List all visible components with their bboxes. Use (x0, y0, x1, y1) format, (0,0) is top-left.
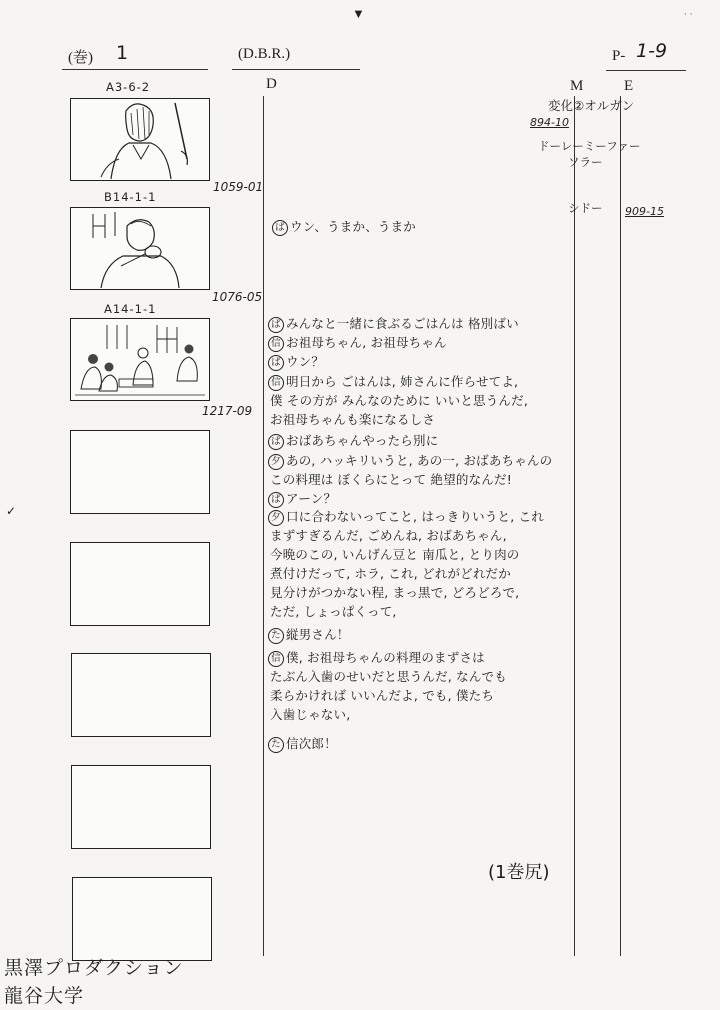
column-divider-m (574, 96, 575, 956)
speaker-mark: ば (268, 355, 284, 371)
dialogue-line (268, 451, 552, 489)
storyboard-frame-1 (70, 98, 210, 181)
shot-label-3: A14-1-1 (104, 302, 157, 316)
dialogue-text: ウン？ (286, 354, 325, 369)
dialogue-line (272, 217, 416, 236)
storyboard-frame-empty-7 (71, 765, 211, 849)
corner-dots: · · (684, 10, 693, 20)
dialogue-text: 縦男さん！ (286, 627, 350, 642)
storyboard-frame-empty-4 (70, 430, 210, 514)
music-note-2: ソラー (568, 155, 603, 169)
sketch-family-meal (71, 319, 208, 399)
dialogue-text: 信次郎！ (286, 736, 337, 751)
speaker-mark: 信 (268, 651, 284, 667)
dialogue-line (268, 625, 350, 644)
storyboard-frame-empty-5 (70, 542, 210, 626)
dialogue-text: 僕, お祖母ちゃんの料理のまずさは (286, 650, 485, 665)
dialogue-text: みんなと一緒に食ぶるごはんは 格別ばい (286, 316, 519, 331)
column-m-header: M (570, 78, 584, 94)
dialogue-line (268, 648, 507, 724)
music-timecode-out: 909-15 (625, 205, 664, 218)
dialogue-text: あの, ハッキリいうと, あの一, おばあちゃんの (286, 453, 553, 468)
top-mark: ▼ (352, 6, 365, 21)
dialogue-text: 煮付けだって, ホラ, これ, どれがどれだか (270, 566, 511, 581)
dialogue-line (268, 734, 337, 753)
shot-label-2: B14-1-1 (104, 190, 157, 204)
dialogue-text: お祖母ちゃんも楽になるしさ (270, 412, 436, 427)
dialogue-text: アーン？ (286, 491, 337, 506)
dialogue-line (268, 431, 438, 450)
dialogue-text: たぶん入歯のせいだと思うんだ, なんでも (270, 669, 507, 684)
timecode-3: 1217-09 (202, 404, 253, 418)
dialogue-line (268, 372, 528, 429)
speaker-mark: ば (268, 492, 284, 508)
dialogue-text: まずすぎるんだ, ごめんね, おばあちゃん, (270, 528, 507, 543)
dialogue-text: 明日から ごはんは, 姉さんに作らせてよ, (286, 374, 519, 389)
dialogue-line (268, 507, 544, 621)
watermark-line-2: 龍谷大学 (4, 985, 85, 1007)
dialogue-line (268, 489, 336, 508)
reel-label: (巻) (68, 50, 93, 66)
speaker-mark: た (268, 628, 284, 644)
dialogue-line (268, 314, 519, 333)
music-timecode-in: 894-10 (530, 116, 569, 129)
page-prefix: P- (612, 48, 626, 64)
dialogue-text: 見分けがつかない程, まっ黒で, どろどろで, (270, 585, 520, 600)
speaker-mark: ば (272, 220, 288, 236)
sketch-old-woman-back (71, 99, 208, 179)
sketch-grandmother-eating (71, 208, 208, 288)
shot-label-1: A3-6-2 (106, 80, 151, 94)
end-of-reel-note: (1巻尻) (488, 862, 550, 883)
dialogue-text: 口に合わないってこと, はっきりいうと, これ (286, 509, 544, 524)
watermark-line-1: 黒澤プロダクション (4, 957, 184, 979)
speaker-mark: 夕 (268, 454, 284, 470)
speaker-mark: 信 (268, 336, 284, 352)
speaker-mark: 信 (268, 375, 284, 391)
binding-mark: ✓ (6, 504, 17, 518)
storyboard-frame-2 (70, 207, 210, 290)
dialogue-text: 今晩のこの, いんげん豆と 南瓜と, とり肉の (270, 547, 520, 562)
dbr-label: (D.B.R.) (238, 46, 291, 62)
storyboard-frame-empty-8 (72, 877, 212, 961)
page-underline (606, 70, 686, 71)
timecode-2: 1076-05 (212, 290, 263, 304)
storyboard-frame-empty-6 (71, 653, 211, 737)
music-cue: 変化②オルガン (548, 98, 635, 113)
reel-number: 1 (116, 42, 129, 64)
reel-underline (62, 69, 208, 70)
speaker-mark: ば (268, 317, 284, 333)
dialogue-text: 入歯じゃない, (270, 707, 351, 722)
speaker-mark: 夕 (268, 510, 284, 526)
dbr-underline (232, 69, 360, 70)
music-note-3: シドー (568, 201, 603, 215)
storyboard-frame-3 (70, 318, 210, 401)
dialogue-text: お祖母ちゃん, お祖母ちゃん (286, 335, 447, 350)
column-divider-d (263, 96, 264, 956)
column-divider-e (620, 96, 621, 956)
music-note-1: ドーレーミーファー (538, 139, 641, 153)
dialogue-text: この料理は ぼくらにとって 絶望的なんだ! (270, 472, 512, 487)
dialogue-line (268, 333, 447, 352)
dialogue-text: 僕 その方が みんなのために いいと思うんだ, (270, 393, 528, 408)
column-e-header: E (624, 78, 634, 94)
page-number: 1-9 (636, 40, 668, 62)
dialogue-text: ただ, しょっぱくって, (270, 604, 397, 619)
speaker-mark: ば (268, 434, 284, 450)
dialogue-text: 柔らかければ いいんだよ, でも, 僕たち (270, 688, 495, 703)
dialogue-text: ウン、うまか、うまか (290, 219, 417, 234)
timecode-1: 1059-01 (213, 180, 264, 194)
column-d-header: D (266, 76, 277, 92)
speaker-mark: た (268, 737, 284, 753)
dialogue-line (268, 352, 324, 371)
dialogue-text: おばあちゃんやったら別に (286, 433, 439, 448)
